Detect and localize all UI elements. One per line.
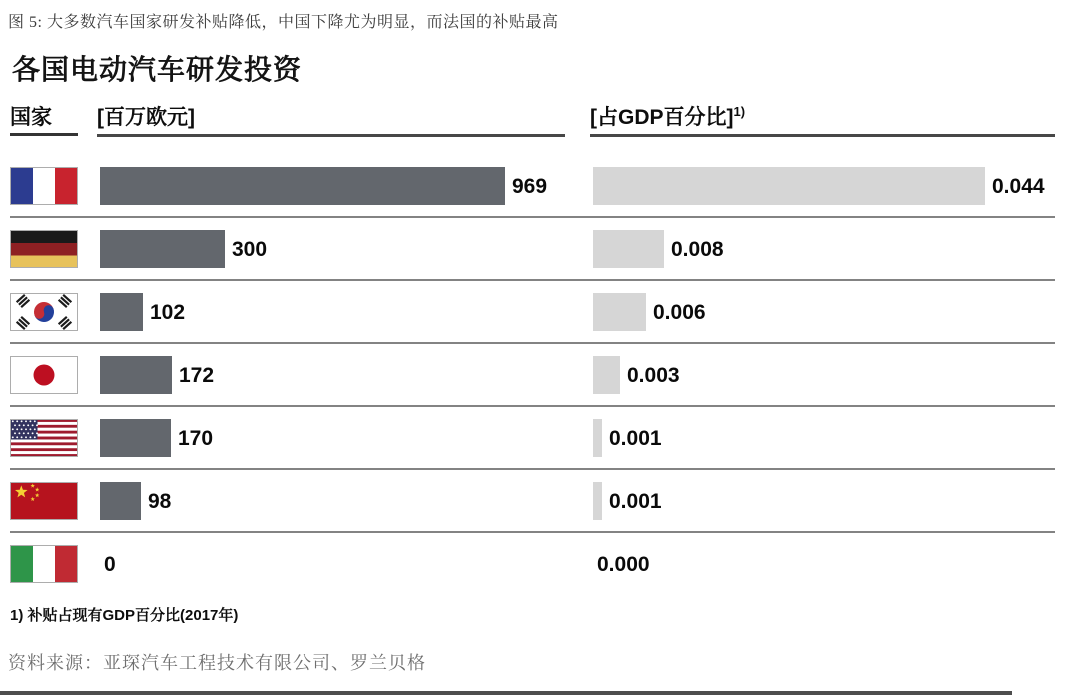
gdp-value-label: 0.044 — [992, 175, 1045, 198]
table-row — [0, 155, 1080, 218]
chart-rows — [0, 155, 1080, 596]
japan-flag — [10, 356, 78, 394]
source-line: 资料来源：亚琛汽车工程技术有限公司、罗兰贝格 — [8, 653, 426, 673]
eur-bar — [100, 167, 505, 205]
eur-value-label: 0 — [104, 553, 116, 576]
germany-flag — [10, 230, 78, 268]
gdp-bar — [593, 482, 602, 520]
figure-caption: 图 5: 大多数汽车国家研发补贴降低，中国下降尤为明显，而法国的补贴最高 — [8, 14, 559, 31]
eur-column-header: [百万欧元] — [97, 106, 195, 129]
bottom-border-bar — [0, 691, 1012, 695]
eur-bar — [100, 356, 172, 394]
eur-value-label: 98 — [148, 490, 172, 513]
table-row — [0, 470, 1080, 533]
gdp-value-label: 0.000 — [597, 553, 650, 576]
table-row — [0, 407, 1080, 470]
gdp-column-header-text: [占GDP百分比] — [590, 106, 734, 129]
eur-bar — [100, 293, 143, 331]
eur-bar — [100, 230, 225, 268]
gdp-column-header — [590, 101, 745, 131]
table-row — [0, 281, 1080, 344]
table-row — [0, 218, 1080, 281]
eur-bar — [100, 419, 171, 457]
eur-value-label: 300 — [232, 238, 268, 261]
eur-value-label: 172 — [179, 364, 215, 387]
country-column-header: 国家 — [10, 106, 52, 129]
page-title: 各国电动汽车研发投资 — [12, 54, 303, 85]
usa-flag — [10, 419, 78, 457]
eur-value-label: 170 — [178, 427, 214, 450]
gdp-value-label: 0.008 — [671, 238, 724, 261]
gdp-bar — [593, 419, 602, 457]
country-header-rule — [10, 133, 78, 136]
table-row — [0, 533, 1080, 596]
gdp-value-label: 0.003 — [627, 364, 680, 387]
gdp-header-rule — [590, 134, 1055, 137]
eur-value-label: 969 — [512, 175, 548, 198]
gdp-bar — [593, 167, 985, 205]
china-flag — [10, 482, 78, 520]
south-korea-flag — [10, 293, 78, 331]
france-flag — [10, 167, 78, 205]
eur-value-label: 102 — [150, 301, 186, 324]
table-row — [0, 344, 1080, 407]
footnote: 1) 补贴占现有GDP百分比(2017年) — [10, 607, 239, 624]
gdp-value-label: 0.001 — [609, 490, 662, 513]
gdp-bar — [593, 230, 664, 268]
gdp-bar — [593, 293, 646, 331]
eur-header-rule — [97, 134, 565, 137]
gdp-value-label: 0.001 — [609, 427, 662, 450]
italy-flag — [10, 545, 78, 583]
gdp-footnote-marker: 1) — [733, 104, 746, 119]
eur-bar — [100, 482, 141, 520]
gdp-value-label: 0.006 — [653, 301, 706, 324]
gdp-bar — [593, 356, 620, 394]
